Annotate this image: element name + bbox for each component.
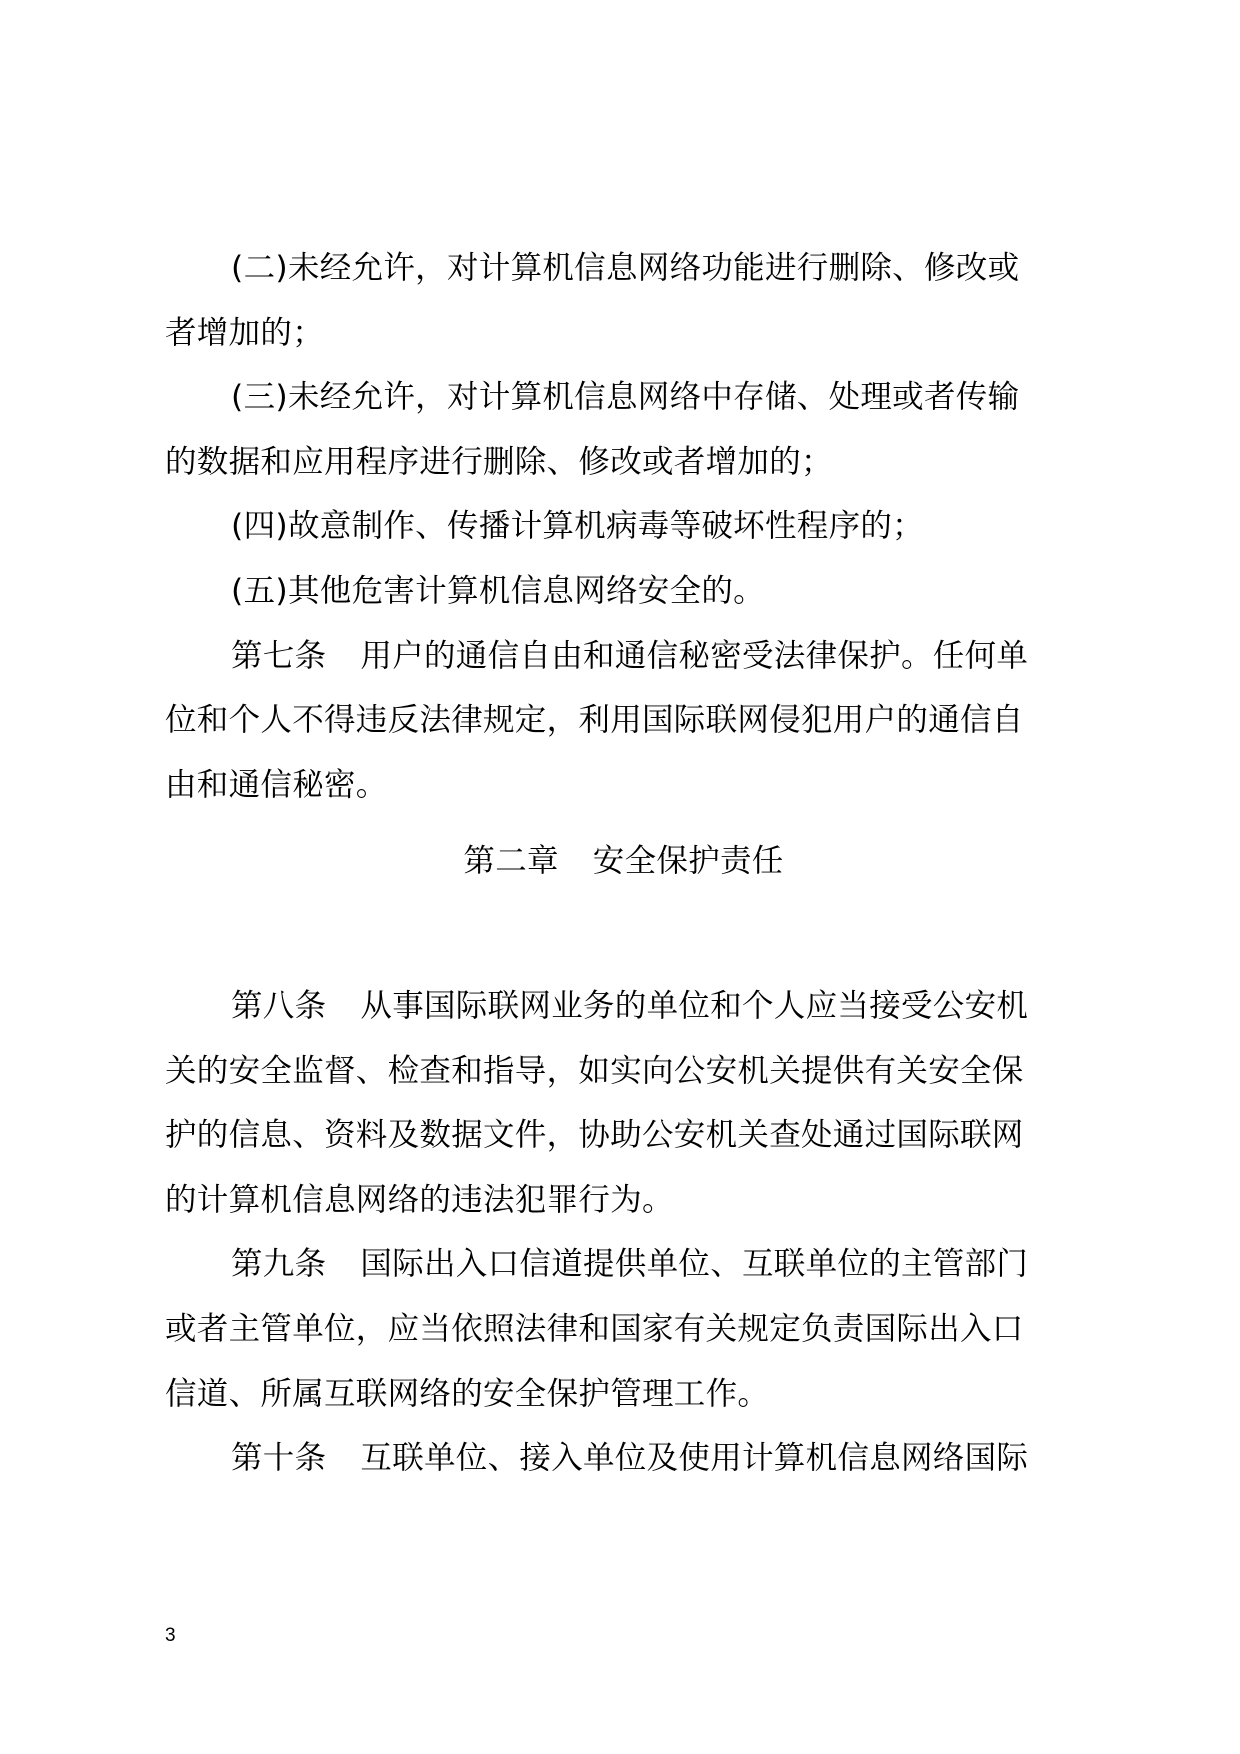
text-line: (五)其他危害计算机信息网络安全的。 — [231, 572, 765, 609]
article-number: 第十条 — [231, 1440, 327, 1477]
chapter-number: 第二章 — [463, 843, 559, 880]
text-line: 的数据和应用程序进行删除、修改或者增加的； — [165, 443, 833, 480]
chapter-title: 安全保护责任 — [592, 843, 784, 880]
text-line: 关的安全监督、检查和指导，如实向公安机关提供有关安全保 — [165, 1052, 1024, 1089]
document-body — [165, 236, 1082, 1491]
text-line: (二)未经允许，对计算机信息网络功能进行删除、修改或 — [231, 250, 1020, 286]
clause-3 — [165, 365, 1082, 494]
clause-5 — [165, 559, 1082, 624]
article-10 — [165, 1426, 1082, 1491]
article-number: 第八条 — [231, 987, 327, 1024]
text-line: 信道、所属互联网络的安全保护管理工作。 — [165, 1375, 770, 1412]
article-text: 国际出入口信道提供单位、互联单位的主管部门 — [360, 1246, 1029, 1283]
text-line — [165, 974, 1082, 1039]
text-line: 位和个人不得违反法律规定，利用国际联网侵犯用户的通信自 — [165, 702, 1024, 739]
text-line: 护的信息、资料及数据文件，协助公安机关查处通过国际联网 — [165, 1117, 1024, 1154]
text-line: (三)未经允许，对计算机信息网络中存储、处理或者传输 — [231, 379, 1020, 416]
clause-2 — [165, 236, 1082, 365]
text-line: 由和通信秘密。 — [165, 766, 388, 803]
text-line — [165, 624, 1082, 689]
article-7 — [165, 624, 1082, 818]
clause-4 — [165, 494, 1082, 559]
article-text: 用户的通信自由和通信秘密受法律保护。任何单 — [360, 637, 1029, 674]
page-number: 3 — [165, 1625, 176, 1646]
text-line: 或者主管单位，应当依照法律和国家有关规定负责国际出入口 — [165, 1310, 1024, 1347]
article-8 — [165, 974, 1082, 1232]
article-number: 第九条 — [231, 1246, 327, 1283]
article-text: 从事国际联网业务的单位和个人应当接受公安机 — [360, 987, 1029, 1024]
text-line: 的计算机信息网络的违法犯罪行为。 — [165, 1181, 674, 1218]
article-text: 互联单位、接入单位及使用计算机信息网络国际 — [360, 1440, 1029, 1477]
text-line — [165, 1232, 1082, 1297]
article-number: 第七条 — [231, 637, 327, 674]
chapter-heading — [165, 829, 1082, 894]
text-line — [165, 1426, 1082, 1491]
text-line: (四)故意制作、传播计算机病毒等破坏性程序的； — [231, 508, 924, 545]
article-9 — [165, 1232, 1082, 1426]
text-line: 者增加的； — [165, 314, 325, 351]
